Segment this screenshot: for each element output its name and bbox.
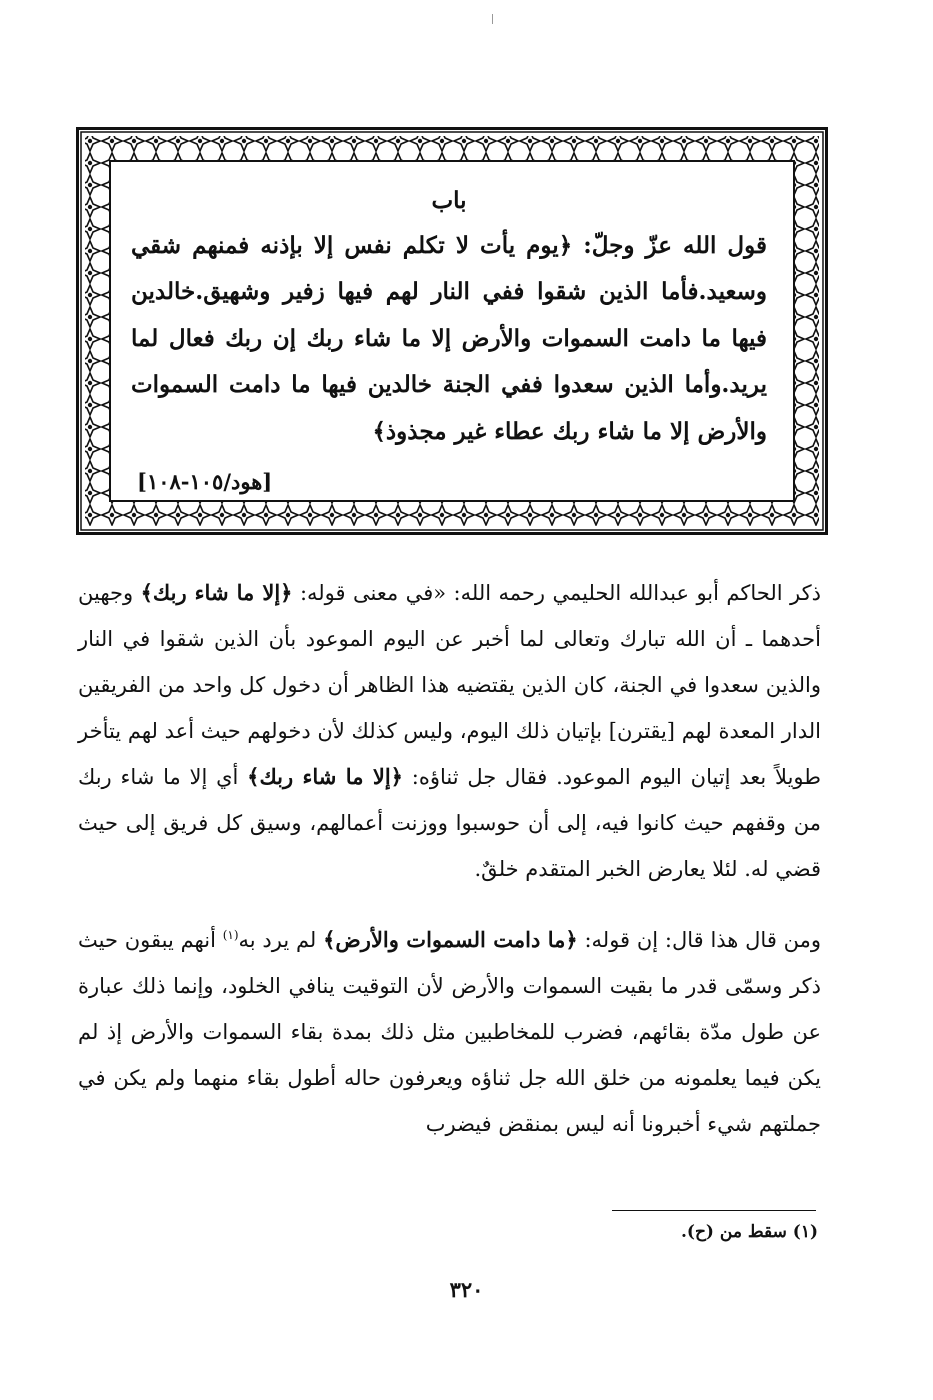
verse-reference: [هود/١٠٥-١٠٨] <box>137 469 273 494</box>
footnote-marker: (١) <box>222 928 239 942</box>
body-text <box>78 570 821 1147</box>
footnote-divider <box>612 1210 816 1211</box>
text-run: ومن قال هذا قال: إن قوله: <box>577 928 822 952</box>
text-run: أنهم يبقون حيث ذكر وسمّى قدر ما بقيت السموات والأرض لأن التوقيت ينافي الخلود، وإنما ذلك عبارة عن طول مدّة بقائهم، فضرب للمخاطبين مثل ذلك بمدة بقاء السموات والأرض إذ لم يكن فيما يعلمونه من خلق الله جل ثناؤه ويعرفون حاله أطول بقاء منهما ولم يكن في جملتهم شيء أخبرونا أنه ليس بمنقض فيضرب <box>78 928 821 1136</box>
chapter-heading: باب <box>431 187 467 214</box>
footnote: (١) سقط من (ح). <box>681 1222 818 1242</box>
quran-quote: ﴿ما دامت السموات والأرض﴾ <box>323 927 578 952</box>
verse-box <box>131 178 767 455</box>
margin-mark <box>492 14 493 24</box>
text-run: أي إلا ما شاء ربك من وقفهم حيث كانوا فيه، إلى أن حوسبوا ووزنت أعمالهم، وسيق كل فريق إلى حيث قضي له. لئلا يعارض الخبر المتقدم خلقٌ. <box>78 765 821 881</box>
text-run: ذكر الحاكم أبو عبدالله الحليمي رحمه الله: «في معنى قوله: <box>292 581 821 605</box>
ornate-frame <box>76 127 828 535</box>
quran-quote: ﴿إلا ما شاء ربك﴾ <box>247 764 403 789</box>
paragraph <box>78 570 821 892</box>
paragraph <box>78 912 821 1147</box>
quran-quote: ﴿إلا ما شاء ربك﴾ <box>140 580 293 605</box>
text-run: لم يرد به <box>238 928 324 952</box>
verse-text: قول الله عزّ وجلّ: ﴿يوم يأت لا تكلم نفس إلا بإذنه فمنهم شقي وسعيد.فأما الذين شقوا ففي النار لهم فيها زفير وشهيق.خالدين فيها ما دامت السموات والأرض إلا ما شاء ربك إن ربك فعال لما يريد.وأما الذين سعدوا ففي الجنة خالدين فيها ما دامت السموات والأرض إلا ما شاء ربك عطاء غير مجذوذ﴾ <box>131 231 767 445</box>
page-number: ٣٢٠ <box>449 1277 484 1302</box>
text-run: وجهين أحدهما ـ أن الله تبارك وتعالى لما أخبر عن اليوم الموعود بأن الذين شقوا في النار والذين سعدوا في الجنة، كان الذين يقتضيه هذا الظاهر أن دخول كل واحد من الفريقين الدار المعدة لهم [يقترن] بإتيان ذلك اليوم، وليس كذلك لأن دخولهم حيث أعد لهم يتأخر طويلاً بعد إتيان اليوم الموعود. فقال جل ثناؤه: <box>78 581 821 789</box>
